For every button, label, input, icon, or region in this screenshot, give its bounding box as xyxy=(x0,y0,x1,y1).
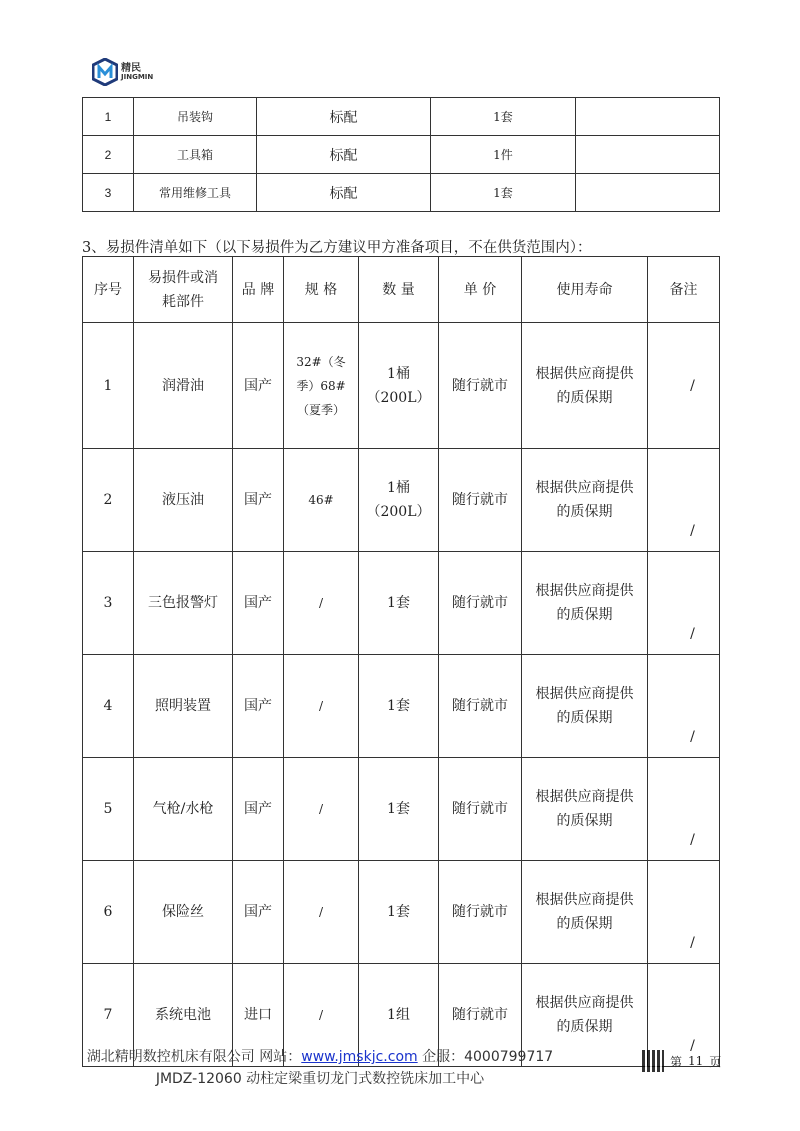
footer-company: 湖北精明数控机床有限公司 xyxy=(86,1049,255,1065)
column-header: 使用寿命 xyxy=(522,257,648,323)
cell-price: 随行就市 xyxy=(439,323,522,449)
cell-qty: 1套 xyxy=(431,174,576,212)
cell-price: 随行就市 xyxy=(439,552,522,655)
cell-qty: 1桶（200L） xyxy=(359,449,439,552)
cell-no: 2 xyxy=(83,449,134,552)
cell-brand: 国产 xyxy=(233,758,284,861)
cell-qty: 1套 xyxy=(359,655,439,758)
cell-price: 随行就市 xyxy=(439,655,522,758)
cell-qty: 1桶（200L） xyxy=(359,323,439,449)
column-header: 单 价 xyxy=(439,257,522,323)
cell-life: 根据供应商提供的质保期 xyxy=(522,449,648,552)
table-row xyxy=(83,323,720,449)
cell-qty: 1组 xyxy=(359,964,439,1067)
column-header: 序号 xyxy=(83,257,134,323)
footer-product: JMDZ-12060 动柱定梁重切龙门式数控铣床加工中心 xyxy=(155,1071,485,1087)
cell-spec: / xyxy=(284,861,359,964)
cell-no: 1 xyxy=(83,323,134,449)
cell-type: 标配 xyxy=(257,174,431,212)
page-number xyxy=(642,1050,721,1072)
cell-spec: / xyxy=(284,552,359,655)
accessories-table xyxy=(82,97,720,212)
cell-life: 根据供应商提供的质保期 xyxy=(522,552,648,655)
cell-brand: 国产 xyxy=(233,449,284,552)
table-row xyxy=(83,98,720,136)
cell-name: 吊装钩 xyxy=(134,98,257,136)
cell-name: 保险丝 xyxy=(134,861,233,964)
cell-note xyxy=(576,136,720,174)
footer-site-link[interactable]: www.jmskjc.com xyxy=(301,1049,418,1065)
cell-no: 3 xyxy=(83,174,134,212)
cell-note: / xyxy=(648,449,720,552)
footer-site-label: 网站： xyxy=(259,1049,302,1065)
cell-life: 根据供应商提供的质保期 xyxy=(522,758,648,861)
footer-service: 4000799717 xyxy=(464,1049,554,1065)
header-row xyxy=(83,257,720,323)
cell-spec: / xyxy=(284,964,359,1067)
cell-no: 3 xyxy=(83,552,134,655)
cell-qty: 1套 xyxy=(431,98,576,136)
company-logo xyxy=(92,58,153,86)
cell-name: 系统电池 xyxy=(134,964,233,1067)
cell-no: 5 xyxy=(83,758,134,861)
cell-note: / xyxy=(648,552,720,655)
cell-name: 工具箱 xyxy=(134,136,257,174)
page-prefix: 第 xyxy=(670,1054,683,1069)
table-row xyxy=(83,449,720,552)
cell-price: 随行就市 xyxy=(439,964,522,1067)
cell-spec: 32#（冬季）68#（夏季） xyxy=(284,323,359,449)
cell-life: 根据供应商提供的质保期 xyxy=(522,655,648,758)
cell-type: 标配 xyxy=(257,136,431,174)
table-row xyxy=(83,136,720,174)
cell-name: 润滑油 xyxy=(134,323,233,449)
cell-qty: 1套 xyxy=(359,552,439,655)
cell-spec: / xyxy=(284,758,359,861)
cell-note: / xyxy=(648,655,720,758)
cell-price: 随行就市 xyxy=(439,861,522,964)
cell-no: 4 xyxy=(83,655,134,758)
cell-qty: 1件 xyxy=(431,136,576,174)
cell-spec: 46# xyxy=(284,449,359,552)
cell-note xyxy=(576,174,720,212)
table-row xyxy=(83,655,720,758)
column-header: 备注 xyxy=(648,257,720,323)
cell-note xyxy=(576,98,720,136)
qr-code-icon xyxy=(642,1050,664,1072)
logo-text-en: JINGMIN xyxy=(121,72,154,81)
cell-note: / xyxy=(648,861,720,964)
cell-name: 三色报警灯 xyxy=(134,552,233,655)
cell-brand: 国产 xyxy=(233,861,284,964)
cell-brand: 国产 xyxy=(233,655,284,758)
logo-text-cn: 精民 xyxy=(121,62,141,74)
cell-no: 2 xyxy=(83,136,134,174)
wear-parts-table xyxy=(82,256,720,1067)
logo-icon xyxy=(92,58,118,86)
table-row xyxy=(83,174,720,212)
page-suffix: 页 xyxy=(709,1054,722,1069)
footer-line-1 xyxy=(0,1046,720,1066)
cell-no: 1 xyxy=(83,98,134,136)
cell-no: 6 xyxy=(83,861,134,964)
cell-note: / xyxy=(648,758,720,861)
column-header: 易损件或消耗部件 xyxy=(134,257,233,323)
cell-note: / xyxy=(648,323,720,449)
cell-no: 7 xyxy=(83,964,134,1067)
cell-spec: / xyxy=(284,655,359,758)
cell-name: 常用维修工具 xyxy=(134,174,257,212)
cell-brand: 国产 xyxy=(233,552,284,655)
cell-name: 液压油 xyxy=(134,449,233,552)
cell-brand: 国产 xyxy=(233,323,284,449)
table-row xyxy=(83,758,720,861)
column-header: 数 量 xyxy=(359,257,439,323)
cell-qty: 1套 xyxy=(359,758,439,861)
cell-brand: 进口 xyxy=(233,964,284,1067)
cell-life: 根据供应商提供的质保期 xyxy=(522,964,648,1067)
cell-name: 气枪/水枪 xyxy=(134,758,233,861)
cell-price: 随行就市 xyxy=(439,758,522,861)
cell-type: 标配 xyxy=(257,98,431,136)
column-header: 品 牌 xyxy=(233,257,284,323)
cell-life: 根据供应商提供的质保期 xyxy=(522,323,648,449)
cell-name: 照明装置 xyxy=(134,655,233,758)
cell-price: 随行就市 xyxy=(439,449,522,552)
section-title: 3、易损件清单如下（以下易损件为乙方建议甲方准备项目，不在供货范围内）： xyxy=(82,240,592,256)
cell-life: 根据供应商提供的质保期 xyxy=(522,861,648,964)
cell-note: / xyxy=(648,964,720,1067)
table-row xyxy=(83,861,720,964)
cell-qty: 1套 xyxy=(359,861,439,964)
table-row xyxy=(83,552,720,655)
page-num: 11 xyxy=(688,1054,704,1068)
footer-service-label: 企服： xyxy=(422,1049,465,1065)
column-header: 规 格 xyxy=(284,257,359,323)
